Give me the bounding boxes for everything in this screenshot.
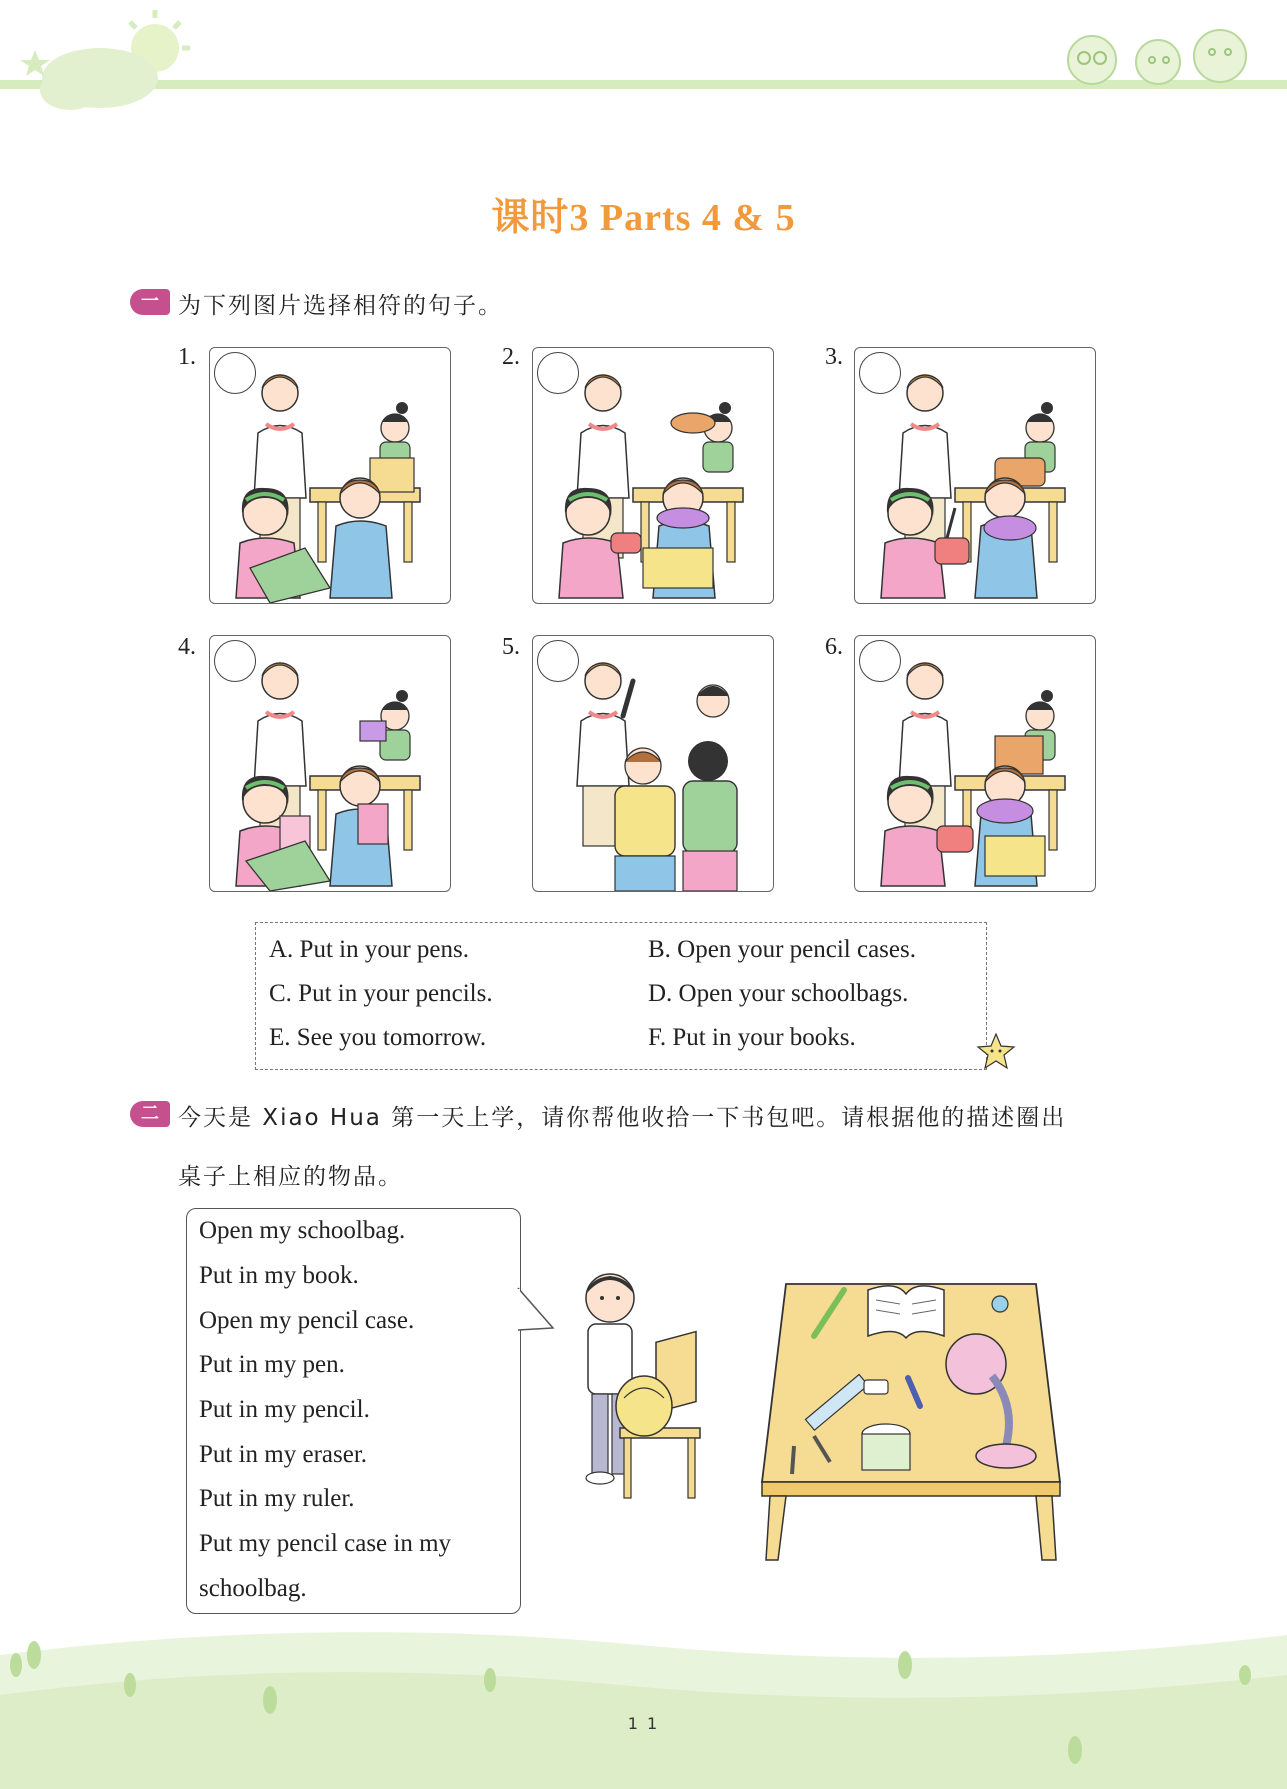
section-1-instruction: 为下列图片选择相符的句子。: [178, 293, 503, 319]
bubble-line: Open my schoolbag.: [199, 1217, 406, 1244]
picture-5-answer-circle[interactable]: [537, 640, 579, 682]
section-2-instruction-line-1: 今天是 Xiao Hua 第一天上学，请你帮他收拾一下书包吧。请根据他的描述圈出: [178, 1105, 1067, 1131]
bubble-line: Put in my book.: [199, 1262, 359, 1289]
picture-1-number: 1.: [178, 344, 196, 370]
picture-3-answer-circle[interactable]: [859, 352, 901, 394]
picture-3-number: 3.: [825, 344, 843, 370]
section-1-badge: 一: [130, 289, 170, 315]
desk-with-items-illustration: [756, 1276, 1066, 1566]
options-box: [255, 922, 987, 1070]
star-mascot-icon: [976, 1032, 1016, 1072]
picture-4-number: 4.: [178, 634, 196, 660]
section-2-instruction-line-2: 桌子上相应的物品。: [178, 1164, 403, 1190]
bubble-line: Put in my ruler.: [199, 1485, 355, 1512]
bubble-line: schoolbag.: [199, 1575, 307, 1602]
option-b: B. Open your pencil cases.: [648, 936, 916, 963]
picture-4-answer-circle[interactable]: [214, 640, 256, 682]
page-title: 课时3 Parts 4 & 5: [491, 197, 796, 239]
option-c: C. Put in your pencils.: [269, 980, 493, 1007]
picture-2-frame: [532, 347, 774, 604]
picture-2-answer-circle[interactable]: [537, 352, 579, 394]
picture-5-frame: [532, 635, 774, 892]
speech-bubble-tail: [517, 1280, 557, 1340]
speech-bubble: [186, 1208, 521, 1614]
animal-faces-decoration: [1058, 20, 1258, 90]
section-2-badge: 二: [130, 1101, 170, 1127]
option-e: E. See you tomorrow.: [269, 1024, 487, 1051]
bubble-line: Put in my pen.: [199, 1351, 345, 1378]
picture-4-frame: [209, 635, 451, 892]
bubble-line: Put my pencil case in my: [199, 1530, 452, 1557]
picture-3-frame: [854, 347, 1096, 604]
option-d: D. Open your schoolbags.: [648, 980, 909, 1007]
option-a: A. Put in your pens.: [269, 936, 469, 963]
picture-5-number: 5.: [502, 634, 520, 660]
option-f: F. Put in your books.: [648, 1024, 856, 1051]
bubble-line: Put in my eraser.: [199, 1441, 368, 1468]
picture-6-answer-circle[interactable]: [859, 640, 901, 682]
page-number: 1 1: [627, 1714, 660, 1733]
sun-cloud-decoration: [0, 0, 220, 120]
picture-1-frame: [209, 347, 451, 604]
picture-6-number: 6.: [825, 634, 843, 660]
picture-6-frame: [854, 635, 1096, 892]
bubble-line: Open my pencil case.: [199, 1307, 415, 1334]
bubble-line: Put in my pencil.: [199, 1396, 370, 1423]
xiao-hua-illustration: [560, 1258, 720, 1503]
picture-1-answer-circle[interactable]: [214, 352, 256, 394]
picture-2-number: 2.: [502, 344, 520, 370]
footer-hills-decoration: [0, 1605, 1287, 1789]
